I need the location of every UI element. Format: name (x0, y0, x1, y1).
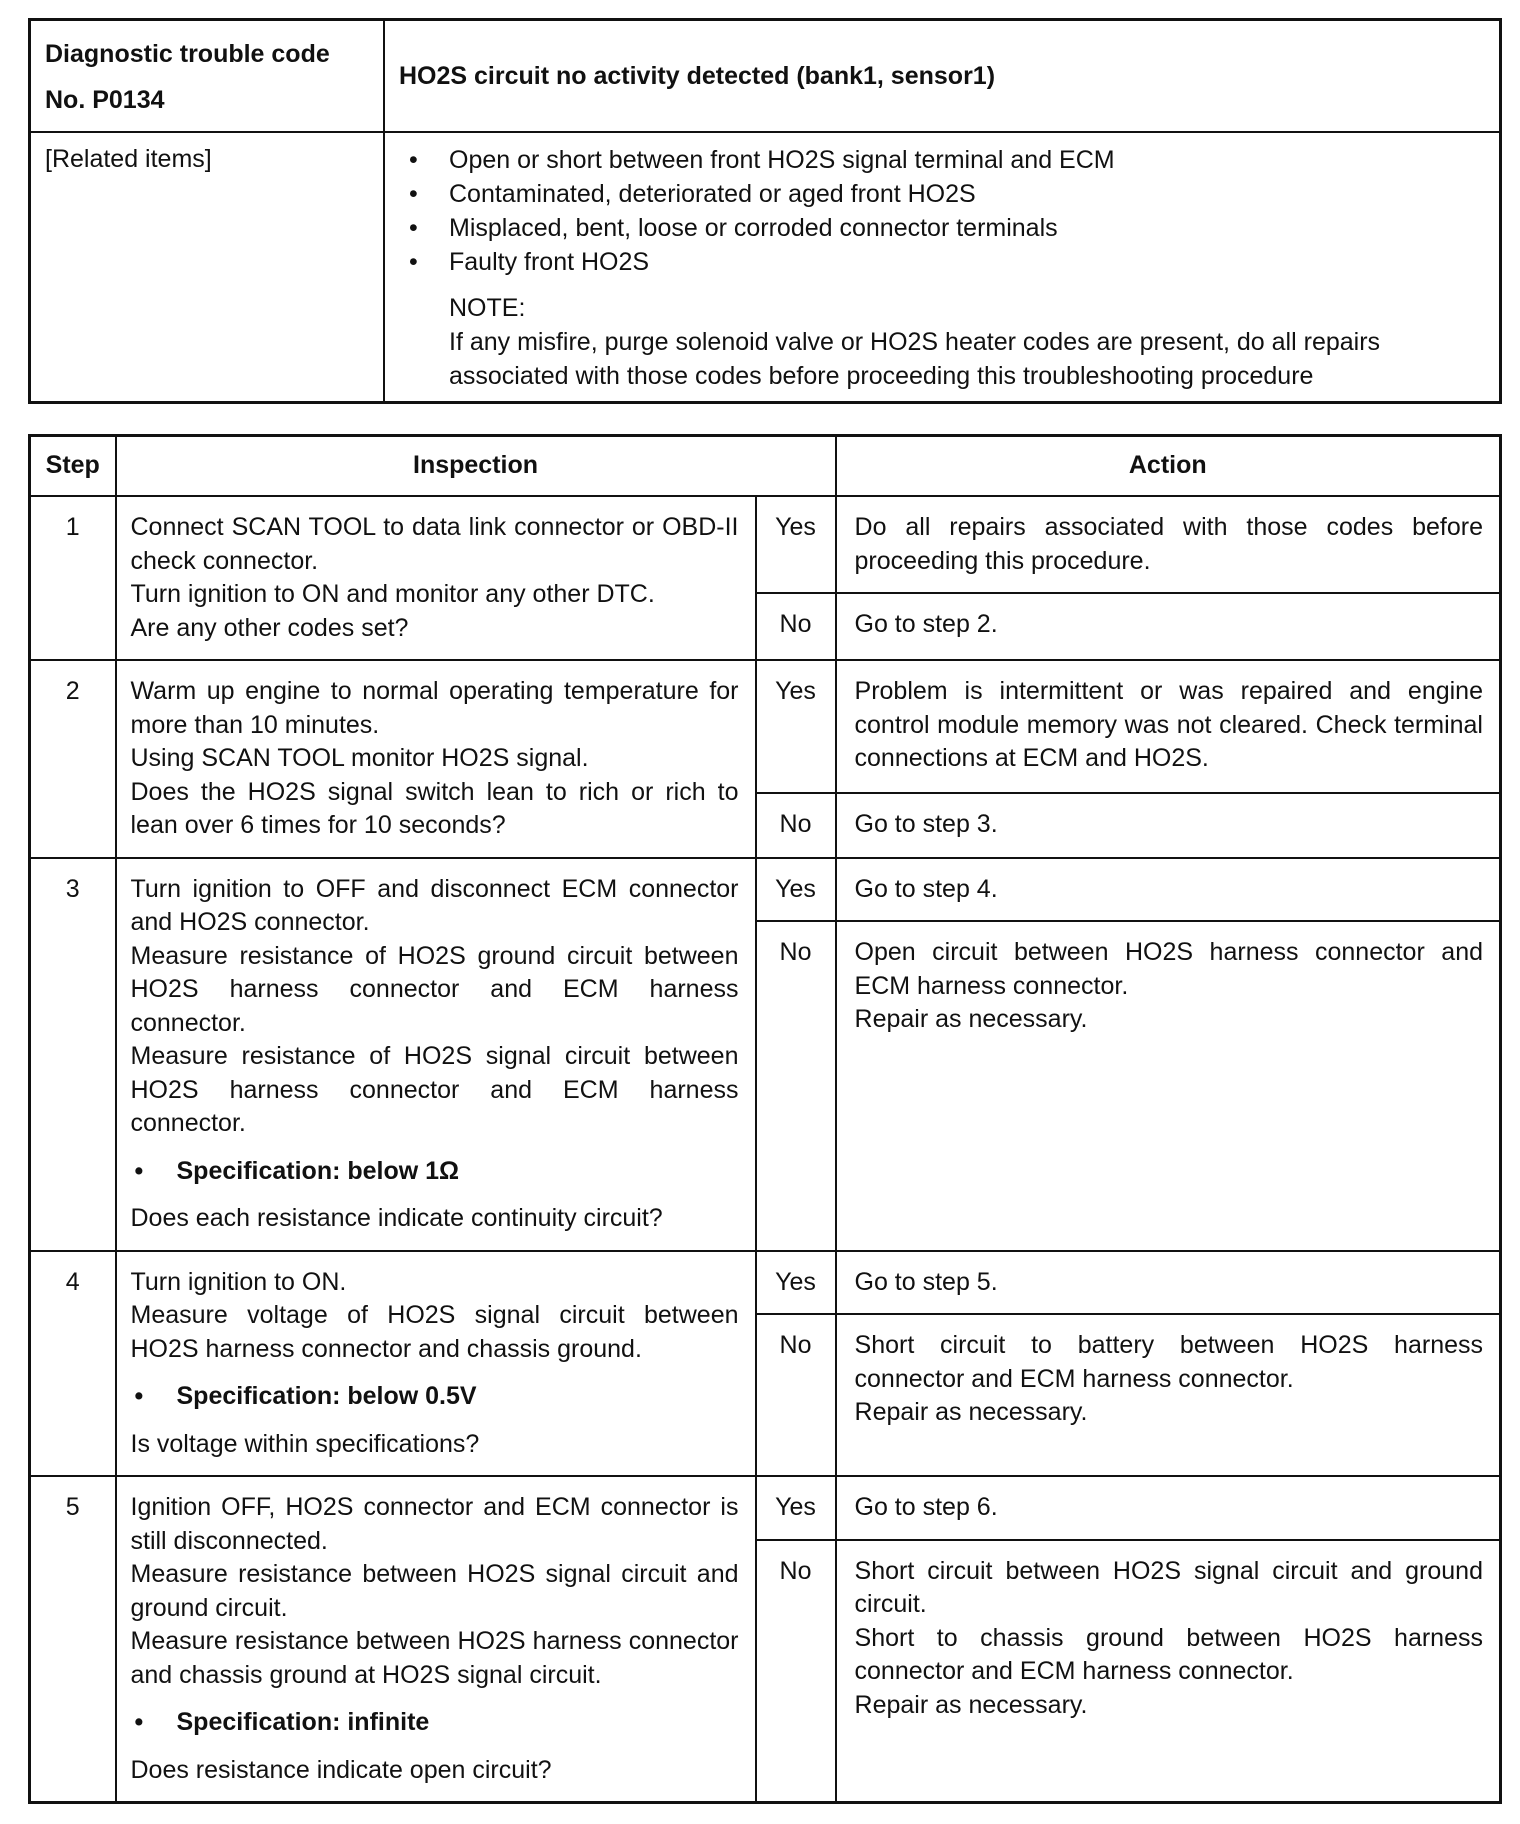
step-5-yes-row (30, 1476, 1501, 1540)
specification-bullet: • Specification: below 0.5V (131, 1380, 739, 1414)
action-line: Do all repairs associated with those codes before proceeding this procedure. (854, 513, 1483, 575)
inspection-line: Connect SCAN TOOL to data link connector or OBD-II check connector. (130, 513, 739, 575)
inspection-line: Measure resistance of HO2S signal circuit between HO2S harness connector and ECM harness connector. (130, 1042, 739, 1137)
inspection-line: Ignition OFF, HO2S connector and ECM connector is still disconnected. (130, 1493, 739, 1555)
inspection-question: Is voltage within specifications? (130, 1429, 480, 1458)
step-1-yes-action (836, 496, 1501, 593)
yes-label: Yes (756, 496, 836, 593)
inspection-line: Turn ignition to ON and monitor any other DTC. (130, 580, 655, 608)
note-label: NOTE: (449, 294, 526, 322)
troubleshooting-steps-table (28, 434, 1502, 1804)
dtc-label-line1: Diagnostic trouble code (45, 40, 330, 68)
inspection-line: Warm up engine to normal operating temperature for more than 10 minutes. (130, 677, 739, 739)
step-1-yes-row (30, 496, 1501, 593)
action-line: Short circuit between HO2S signal circuit and ground circuit. (854, 1556, 1483, 1618)
inspection-line: Measure voltage of HO2S signal circuit between HO2S harness connector and chassis ground. (130, 1301, 739, 1363)
action-line: Go to step 6. (854, 1493, 998, 1521)
step-4-no-action (836, 1314, 1501, 1476)
step-column-header: Step (30, 436, 116, 497)
inspection-question: Does resistance indicate open circuit? (130, 1755, 552, 1784)
action-line: Repair as necessary. (854, 1005, 1088, 1033)
inspection-line: Measure resistance between HO2S signal circuit and ground circuit. (130, 1560, 739, 1622)
step-number: 2 (30, 660, 116, 858)
inspection-question: Does the HO2S signal switch lean to rich or rich to lean over 6 times for 10 seconds? (130, 777, 739, 839)
step-3-yes-row (30, 858, 1501, 922)
action-line: Repair as necessary. (854, 1398, 1088, 1426)
action-line: Problem is intermittent or was repaired and engine control module memory was not cleared. Check terminal connections at ECM and HO2S. (854, 677, 1483, 772)
step-5-no-action (836, 1540, 1501, 1803)
table-header-row (30, 436, 1501, 497)
action-line: Go to step 3. (854, 809, 998, 838)
action-line: Repair as necessary. (854, 1690, 1088, 1719)
step-3-inspection (116, 858, 756, 1251)
step-1-inspection (116, 496, 756, 660)
no-label: No (756, 1314, 836, 1476)
specification-bullet: • Specification: below 1Ω (131, 1155, 739, 1189)
yes-label: Yes (756, 858, 836, 922)
related-item: • Contaminated, deteriorated or aged front HO2S (403, 177, 1479, 211)
dtc-title-row (30, 20, 1501, 133)
inspection-column-header: Inspection (116, 436, 836, 497)
step-3-no-action (836, 921, 1501, 1251)
related-items-label: [Related items] (30, 132, 385, 403)
step-4-inspection (116, 1251, 756, 1477)
action-column-header: Action (836, 436, 1501, 497)
no-label: No (756, 1540, 836, 1803)
step-5-inspection (116, 1476, 756, 1803)
no-label: No (756, 793, 836, 858)
no-label: No (756, 921, 836, 1251)
yes-label: Yes (756, 660, 836, 793)
step-3-yes-action (836, 858, 1501, 922)
step-4-yes-action (836, 1251, 1501, 1315)
action-line: Go to step 5. (854, 1267, 998, 1296)
action-line: Short circuit to battery between HO2S harness connector and ECM harness connector. (854, 1331, 1483, 1393)
dtc-label-cell (30, 20, 385, 133)
step-number: 5 (30, 1476, 116, 1803)
action-line: Go to step 2. (854, 610, 998, 638)
related-item: • Misplaced, bent, loose or corroded connector terminals (403, 211, 1479, 245)
related-item: • Open or short between front HO2S signal terminal and ECM (403, 143, 1479, 177)
action-line: Open circuit between HO2S harness connector and ECM harness connector. (854, 938, 1483, 1000)
step-4-yes-row (30, 1251, 1501, 1315)
step-number: 1 (30, 496, 116, 660)
note-block (403, 291, 1479, 393)
inspection-line: Measure resistance of HO2S ground circuit between HO2S harness connector and ECM harness connector. (130, 941, 739, 1037)
step-2-yes-action (836, 660, 1501, 793)
inspection-question: Does each resistance indicate continuity circuit? (130, 1204, 663, 1232)
step-2-inspection (116, 660, 756, 858)
inspection-line: Turn ignition to ON. (130, 1267, 347, 1296)
dtc-code-number: No. P0134 (45, 86, 165, 114)
yes-label: Yes (756, 1476, 836, 1540)
step-5-yes-action (836, 1476, 1501, 1540)
note-text: If any misfire, purge solenoid valve or HO2S heater codes are present, do all repairs associated with those codes before proceeding this troubleshooting procedure (449, 328, 1381, 390)
step-2-no-action (836, 793, 1501, 858)
step-2-yes-row (30, 660, 1501, 793)
related-items-list (403, 143, 1479, 279)
inspection-line: Using SCAN TOOL monitor HO2S signal. (130, 744, 589, 772)
inspection-question: Are any other codes set? (130, 613, 409, 642)
no-label: No (756, 593, 836, 660)
related-items-row (30, 132, 1501, 403)
action-line: Short to chassis ground between HO2S harness connector and ECM harness connector. (854, 1623, 1483, 1685)
dtc-title: HO2S circuit no activity detected (bank1, sensor1) (384, 20, 1501, 133)
related-item: • Faulty front HO2S (403, 245, 1479, 279)
inspection-line: Turn ignition to OFF and disconnect ECM connector and HO2S connector. (130, 874, 739, 936)
specification-bullet: • Specification: infinite (131, 1706, 739, 1740)
inspection-line: Measure resistance between HO2S harness connector and chassis ground at HO2S signal circuit. (130, 1627, 739, 1689)
yes-label: Yes (756, 1251, 836, 1315)
step-number: 3 (30, 858, 116, 1251)
step-1-no-action (836, 593, 1501, 660)
step-number: 4 (30, 1251, 116, 1477)
action-line: Go to step 4. (854, 874, 998, 903)
related-items-cell (384, 132, 1501, 403)
dtc-header-table (28, 18, 1502, 404)
